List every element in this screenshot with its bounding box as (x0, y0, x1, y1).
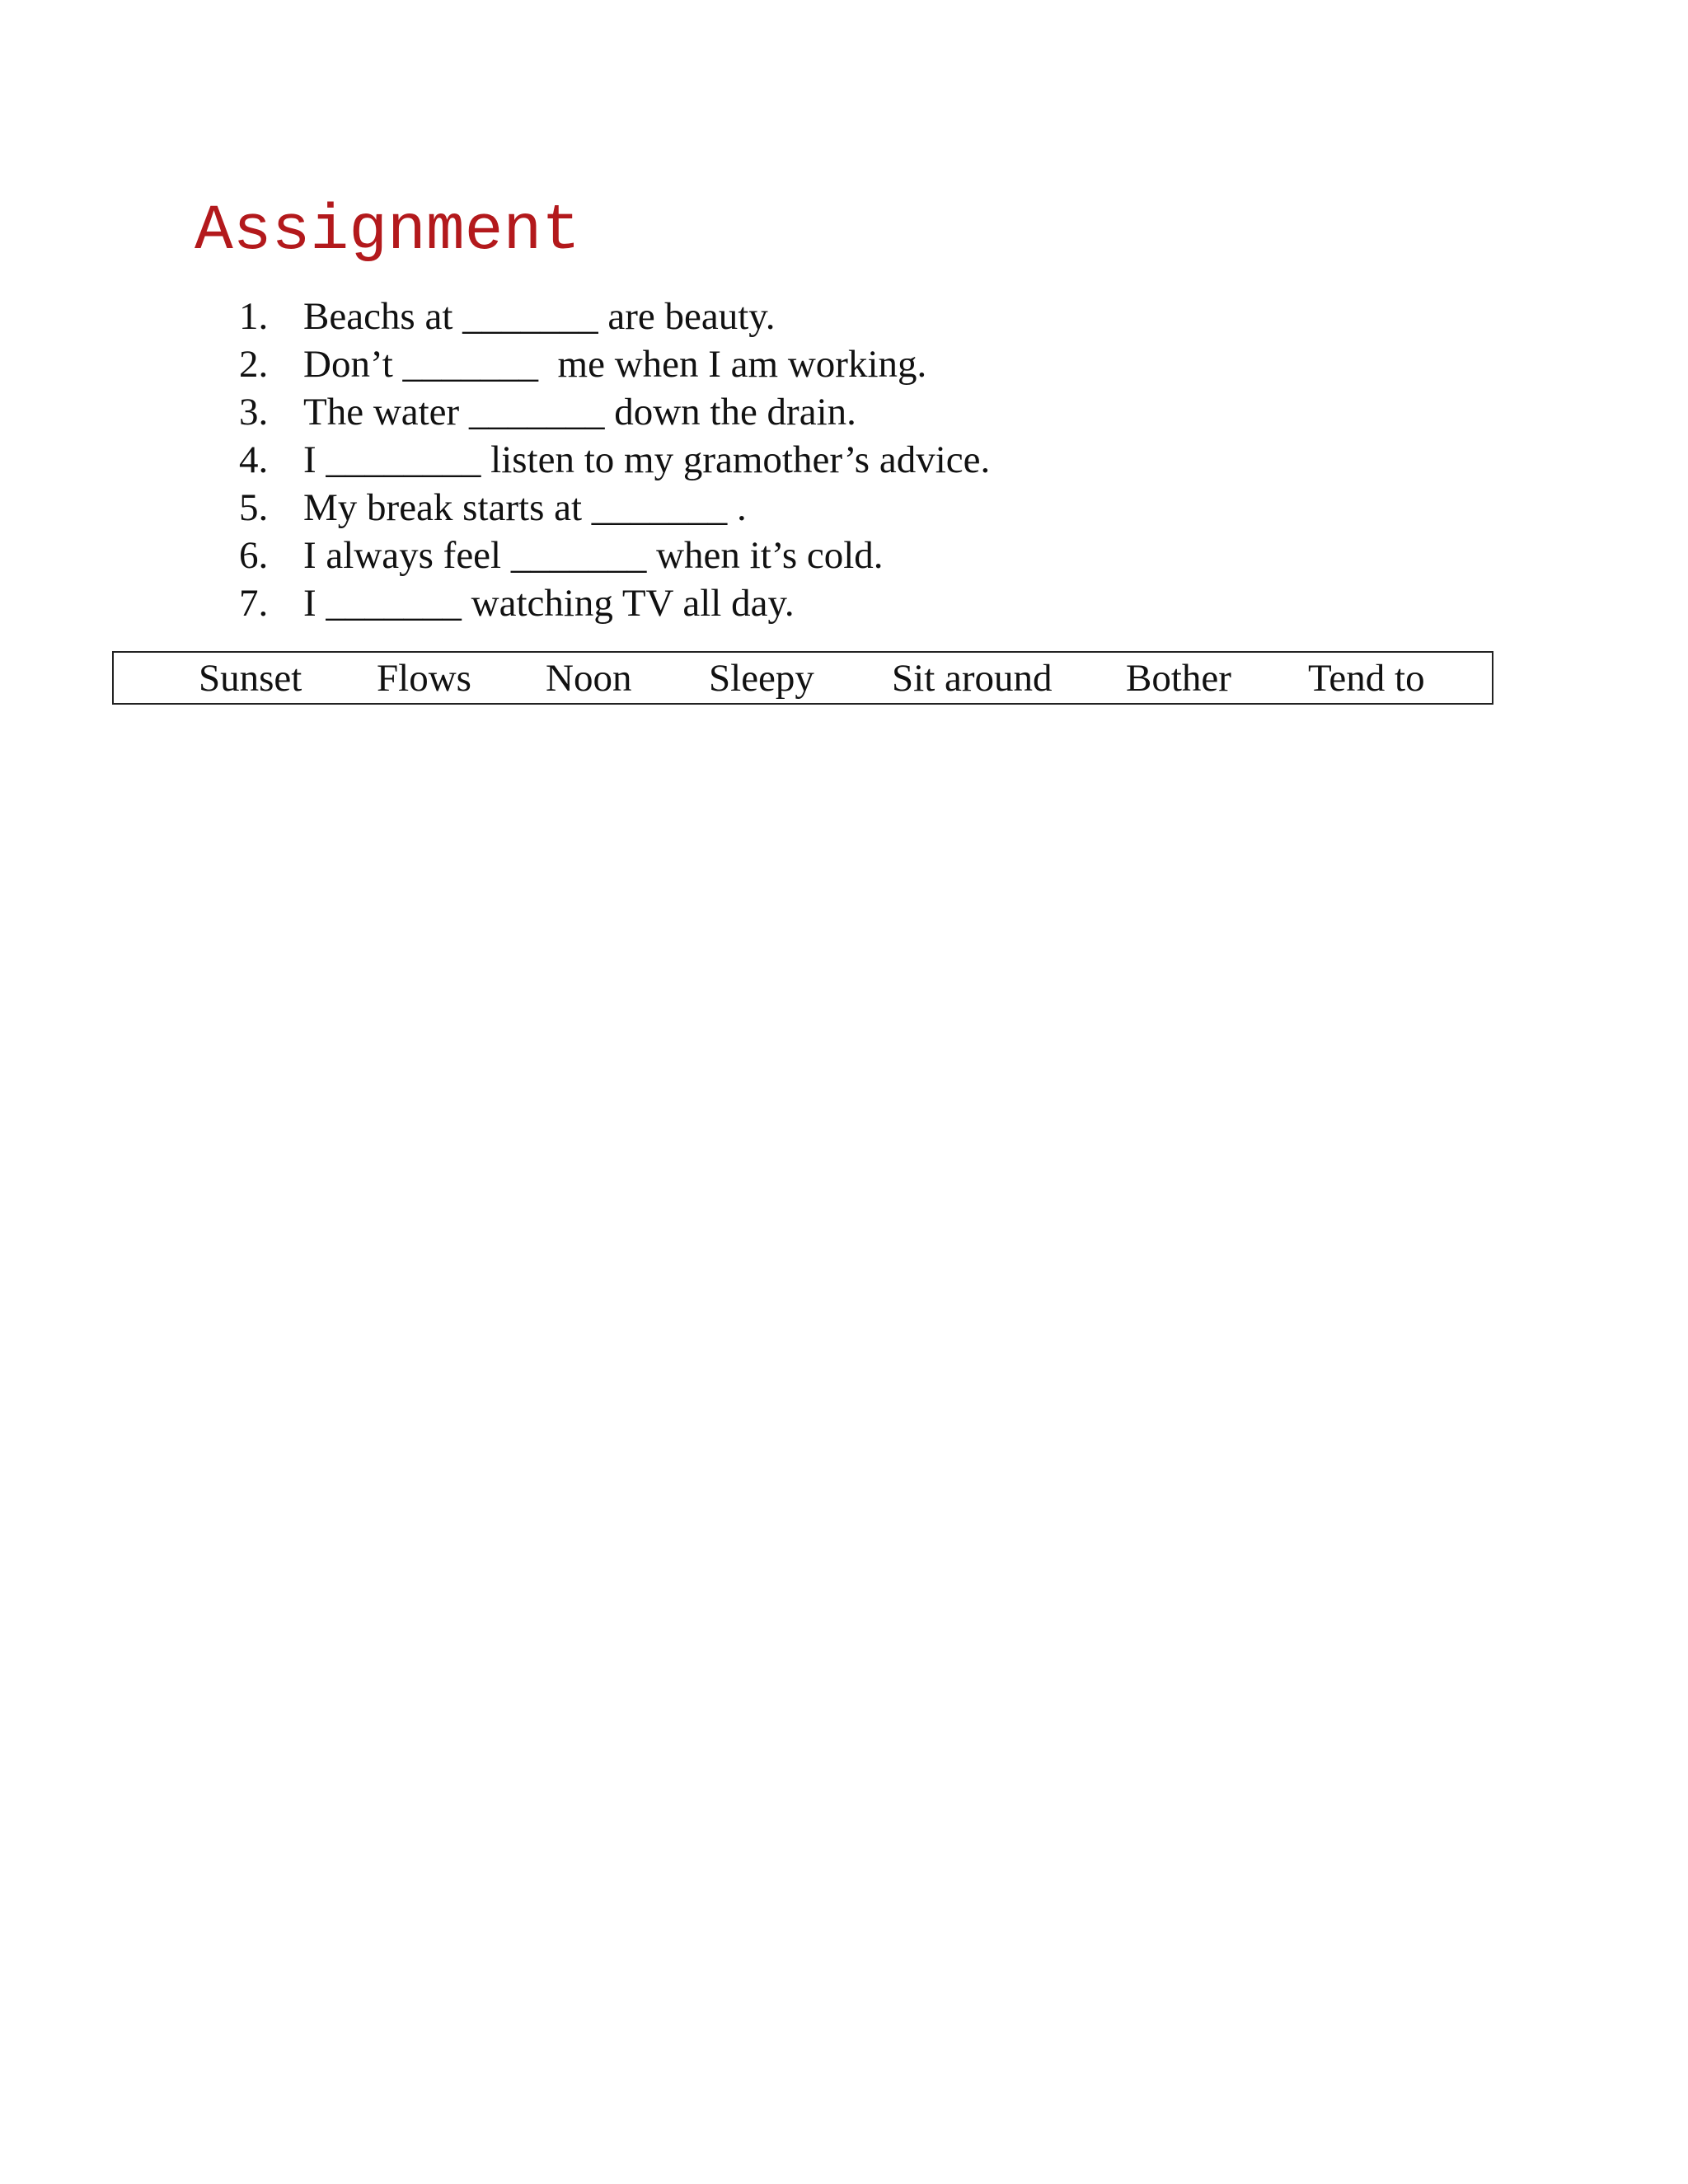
question-number: 3. (239, 391, 269, 434)
question-text: I ________ listen to my gramother’s advice. (303, 438, 991, 481)
question-text: Beachs at _______ are beauty. (303, 295, 776, 338)
word-bank-item: Flows (377, 657, 471, 700)
word-bank-item: Sleepy (709, 657, 814, 700)
question-item (239, 388, 990, 436)
question-number: 6. (239, 534, 269, 577)
word-bank-item: Sunset (199, 657, 302, 700)
word-bank-item: Bother (1126, 657, 1231, 700)
question-number: 2. (239, 343, 269, 386)
question-text: I _______ watching TV all day. (303, 582, 795, 625)
question-number: 4. (239, 438, 269, 481)
question-text: My break starts at _______ . (303, 486, 747, 529)
question-item (239, 436, 990, 484)
question-item (239, 484, 990, 532)
assignment-title: Assignment (195, 195, 581, 268)
question-text: I always feel _______ when it’s cold. (303, 534, 884, 577)
question-item (239, 293, 990, 340)
word-bank-box (112, 651, 1493, 705)
question-list (239, 293, 990, 627)
question-text: The water _______ down the drain. (303, 391, 856, 434)
question-item (239, 532, 990, 579)
question-item (239, 579, 990, 627)
word-bank-item: Sit around (892, 657, 1053, 700)
question-number: 7. (239, 582, 269, 625)
question-number: 1. (239, 295, 269, 338)
question-item (239, 340, 990, 388)
word-bank-item: Tend to (1308, 657, 1425, 700)
word-bank-item: Noon (546, 657, 632, 700)
question-text: Don’t _______ me when I am working. (303, 343, 927, 386)
question-number: 5. (239, 486, 269, 529)
